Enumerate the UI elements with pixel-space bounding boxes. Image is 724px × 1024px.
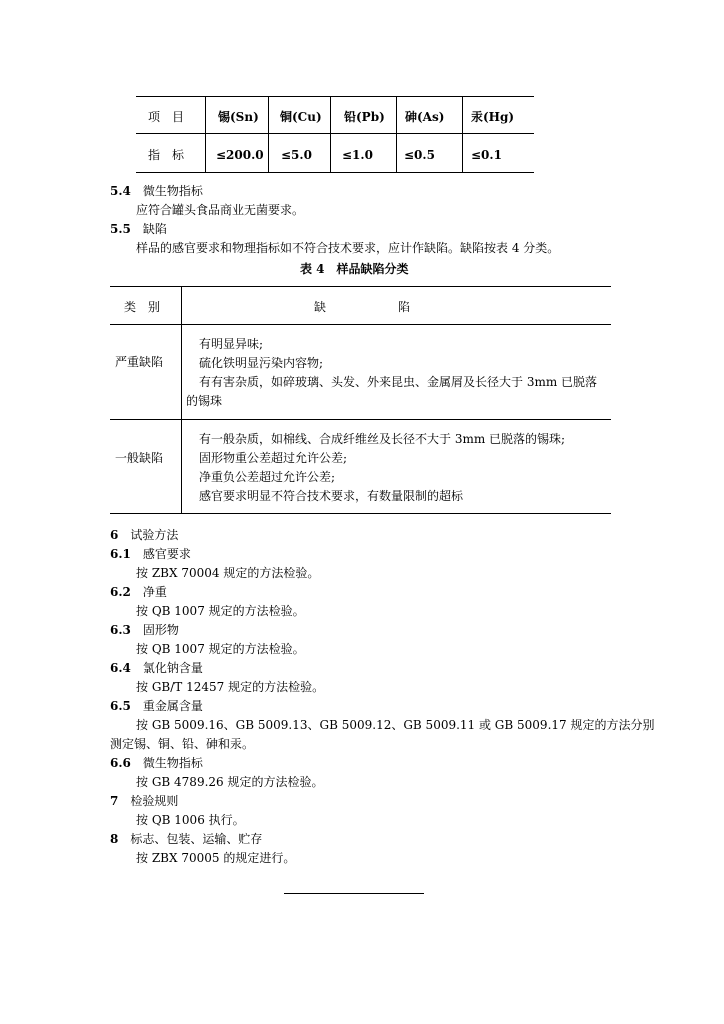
section-number: 6.2: [110, 585, 131, 599]
table-divider: [396, 96, 397, 172]
end-rule: [284, 893, 424, 894]
defect-line: 有一般杂质，如棉线、合成纤维丝及长径不大于 3mm 已脱落的锡珠;: [199, 432, 566, 446]
section-6-5-text-line1: 按 GB 5009.16、GB 5009.13、GB 5009.12、GB 5009.11 或 GB 5009.17 规定的方法分别: [136, 718, 655, 732]
col-defect-header: 缺 陷: [314, 300, 411, 314]
section-number: 6.4: [110, 661, 131, 675]
section-number: 6.5: [110, 699, 131, 713]
table-bottom-rule: [110, 513, 611, 514]
table-4-caption: 表 4 样品缺陷分类: [300, 262, 409, 276]
section-6-2-text: 按 QB 1007 规定的方法检验。: [136, 604, 305, 618]
section-title: 微生物指标: [142, 756, 203, 770]
section-5-5-heading: [110, 222, 167, 236]
table-divider: [181, 286, 182, 513]
section-6-5-heading: [110, 699, 203, 713]
table-header-cu: 铜(Cu): [280, 110, 322, 124]
table-header-pb: 铅(Pb): [344, 110, 385, 124]
defect-line: 感官要求明显不符合技术要求，有数量限制的超标: [199, 489, 464, 503]
table-row-label: 指 标: [148, 148, 185, 162]
table-top-rule: [110, 286, 611, 287]
section-number: 5.5: [110, 222, 131, 236]
table-cell-sn: ≤200.0: [216, 148, 264, 162]
section-title: 检验规则: [130, 794, 179, 808]
section-number: 6.6: [110, 756, 131, 770]
section-6-1-heading: [110, 547, 191, 561]
section-5-5-text: 样品的感官要求和物理指标如不符合技术要求，应计作缺陷。缺陷按表 4 分类。: [136, 241, 560, 255]
table-cell-as: ≤0.5: [404, 148, 435, 162]
section-title: 缺陷: [142, 222, 167, 236]
section-number: 6.1: [110, 547, 131, 561]
section-7-text: 按 QB 1006 执行。: [136, 813, 245, 827]
defect-line: 净重负公差超过允许公差;: [199, 470, 336, 484]
col-category-header: 类 别: [124, 300, 161, 314]
table-top-rule: [136, 96, 534, 97]
table-mid-rule: [136, 133, 534, 134]
section-number: 7: [110, 794, 119, 808]
table-mid-rule: [110, 324, 611, 325]
defect-line: 有有害杂质，如碎玻璃、头发、外来昆虫、金属屑及长径大于 3mm 已脱落: [199, 375, 598, 389]
table-header-hg: 汞(Hg): [471, 110, 515, 124]
defect-line: 固形物重公差超过允许公差;: [199, 451, 348, 465]
section-title: 微生物指标: [142, 184, 203, 198]
section-6-4-heading: [110, 661, 203, 675]
table-header-item: 项 目: [148, 110, 185, 124]
section-title: 氯化钠含量: [142, 661, 203, 675]
section-title: 试验方法: [130, 528, 179, 542]
section-6-2-heading: [110, 585, 167, 599]
table-header-sn: 锡(Sn): [218, 110, 259, 124]
section-title: 感官要求: [142, 547, 191, 561]
table-divider: [268, 96, 269, 172]
section-title: 重金属含量: [142, 699, 203, 713]
defect-line: 有明显异味;: [199, 337, 264, 351]
section-title: 标志、包装、运输、贮存: [130, 832, 263, 846]
section-6-4-text: 按 GB/T 12457 规定的方法检验。: [136, 680, 325, 694]
section-6-1-text: 按 ZBX 70004 规定的方法检验。: [136, 566, 320, 580]
general-defect-label: 一般缺陷: [115, 451, 164, 465]
table-divider: [330, 96, 331, 172]
section-6-5-text-line2: 测定锡、铜、铅、砷和汞。: [110, 737, 255, 751]
table-cell-hg: ≤0.1: [471, 148, 502, 162]
section-6-heading: [110, 528, 178, 542]
section-number: 6.3: [110, 623, 131, 637]
section-8-text: 按 ZBX 70005 的规定进行。: [136, 851, 296, 865]
table-cell-cu: ≤5.0: [281, 148, 312, 162]
section-title: 固形物: [142, 623, 179, 637]
section-6-3-text: 按 QB 1007 规定的方法检验。: [136, 642, 305, 656]
section-6-3-heading: [110, 623, 179, 637]
table-bottom-rule: [136, 172, 534, 173]
section-title: 净重: [142, 585, 167, 599]
section-number: 8: [110, 832, 119, 846]
table-divider: [462, 96, 463, 172]
table-header-as: 砷(As): [405, 110, 445, 124]
severe-defect-label: 严重缺陷: [115, 355, 164, 369]
section-5-4-text: 应符合罐头食品商业无菌要求。: [136, 203, 305, 217]
table-divider: [205, 96, 206, 172]
section-6-6-heading: [110, 756, 203, 770]
section-6-6-text: 按 GB 4789.26 规定的方法检验。: [136, 775, 324, 789]
defect-line: 的锡珠: [186, 394, 223, 408]
table-mid-rule: [110, 419, 611, 420]
section-5-4-heading: [110, 184, 203, 198]
section-8-heading: [110, 832, 262, 846]
table-cell-pb: ≤1.0: [342, 148, 373, 162]
defect-line: 硫化铁明显污染内容物;: [199, 356, 324, 370]
section-number: 6: [110, 528, 119, 542]
section-7-heading: [110, 794, 178, 808]
section-number: 5.4: [110, 184, 131, 198]
